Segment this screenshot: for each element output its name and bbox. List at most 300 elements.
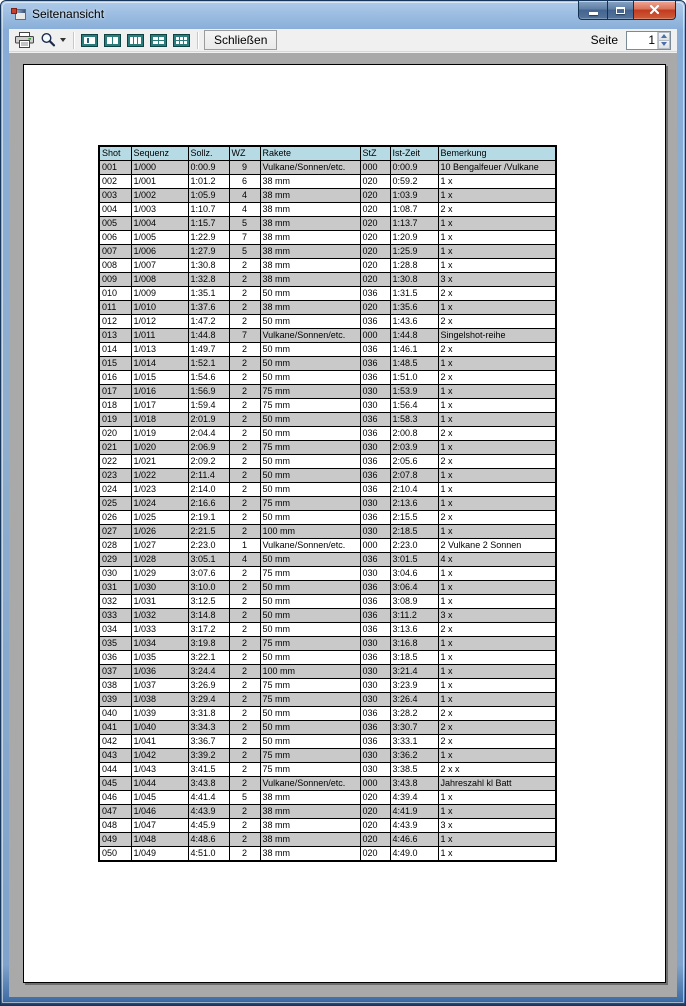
table-cell: 1:48.5 [390,357,438,371]
table-cell: 2 [229,609,260,623]
table-cell: 2:21.5 [188,525,229,539]
title-bar [1,1,685,29]
page-number-updown [626,31,671,50]
table-cell: 2 [229,455,260,469]
table-cell: 030 [360,693,390,707]
table-cell: 3:10.0 [188,581,229,595]
zoom-dropdown-button[interactable] [37,30,69,51]
table-cell: 1:47.2 [188,315,229,329]
table-cell: 3:36.7 [188,735,229,749]
table-cell: 75 mm [260,693,360,707]
table-cell: 4:45.9 [188,819,229,833]
table-cell: 1:35.1 [188,287,229,301]
table-cell: 1/028 [131,553,188,567]
page-number-input[interactable] [627,32,657,49]
table-row [99,343,556,357]
table-row [99,231,556,245]
table-cell: 041 [99,721,131,735]
table-cell: 009 [99,273,131,287]
table-row [99,497,556,511]
table-cell: 1/022 [131,469,188,483]
table-cell: 036 [360,623,390,637]
table-cell: 1/020 [131,441,188,455]
table-cell: 4:49.0 [390,847,438,862]
four-pages-icon [150,34,167,47]
table-row [99,217,556,231]
table-cell: 50 mm [260,413,360,427]
table-cell: 2 [229,665,260,679]
table-cell: 2 [229,315,260,329]
table-cell: 4:51.0 [188,847,229,862]
table-cell: 1/002 [131,189,188,203]
table-row [99,791,556,805]
table-cell: 2 [229,301,260,315]
table-row [99,245,556,259]
table-cell: 50 mm [260,609,360,623]
four-pages-view-button[interactable] [147,30,170,51]
table-cell: 3:22.1 [188,651,229,665]
table-cell: 2:03.9 [390,441,438,455]
table-cell: 2 x [438,721,556,735]
table-cell: 1/005 [131,231,188,245]
table-cell: 005 [99,217,131,231]
table-row [99,539,556,553]
table-cell: 1/001 [131,175,188,189]
table-cell: 017 [99,385,131,399]
table-cell: 020 [360,245,390,259]
table-row [99,637,556,651]
table-cell: 1:13.7 [390,217,438,231]
table-cell: 50 mm [260,707,360,721]
table-cell: 1 x [438,805,556,819]
table-cell: 1/037 [131,679,188,693]
table-cell: 007 [99,245,131,259]
spin-down-button[interactable] [658,40,670,49]
table-cell: 5 [229,245,260,259]
table-cell: 1:30.8 [390,273,438,287]
table-cell: 1:44.8 [390,329,438,343]
table-cell: 4 [229,189,260,203]
table-cell: 3:19.8 [188,637,229,651]
one-page-icon [81,34,98,47]
table-cell: 1 x [438,231,556,245]
table-cell: 1/031 [131,595,188,609]
table-cell: 031 [99,581,131,595]
table-row [99,301,556,315]
table-cell: 3:13.6 [390,623,438,637]
table-cell: 036 [360,455,390,469]
table-cell: 50 mm [260,623,360,637]
table-row [99,525,556,539]
table-cell: 38 mm [260,259,360,273]
two-pages-view-button[interactable] [101,30,124,51]
table-cell: 1/045 [131,791,188,805]
close-preview-button[interactable]: Schließen [204,30,277,50]
table-cell: 025 [99,497,131,511]
table-cell: 2 [229,819,260,833]
table-cell: 3:16.8 [390,637,438,651]
table-cell: 1 x [438,189,556,203]
table-cell: 75 mm [260,497,360,511]
table-cell: 4:43.9 [188,805,229,819]
table-cell: 38 mm [260,245,360,259]
table-cell: 1:37.6 [188,301,229,315]
table-cell: 75 mm [260,385,360,399]
table-cell: 000 [360,777,390,791]
spin-up-button[interactable] [658,32,670,40]
table-cell: 3:34.3 [188,721,229,735]
table-cell: 38 mm [260,847,360,862]
table-cell: 2 [229,385,260,399]
table-row [99,287,556,301]
table-cell: 38 mm [260,175,360,189]
table-header-row [99,146,556,161]
table-cell: 9 [229,161,260,175]
table-cell: 1 x [438,385,556,399]
table-cell: 030 [360,567,390,581]
table-cell: 030 [360,679,390,693]
table-cell: 100 mm [260,525,360,539]
table-cell: 1 x [438,217,556,231]
table-cell: 1/023 [131,483,188,497]
table-cell: 030 [360,665,390,679]
table-row [99,315,556,329]
table-cell: 1/008 [131,273,188,287]
table-row [99,623,556,637]
table-row [99,693,556,707]
table-cell: 1:43.6 [390,315,438,329]
table-cell: 38 mm [260,791,360,805]
column-header: Sequenz [131,146,188,161]
table-cell: 2 [229,511,260,525]
table-cell: 012 [99,315,131,329]
table-cell: 1/000 [131,161,188,175]
table-cell: 10 Bengalfeuer /Vulkane [438,161,556,175]
table-cell: 2 [229,777,260,791]
table-cell: 2 [229,721,260,735]
table-row [99,371,556,385]
column-header: Sollz. [188,146,229,161]
table-cell: 2 x [438,287,556,301]
table-cell: 1/007 [131,259,188,273]
table-cell: 011 [99,301,131,315]
table-cell: 50 mm [260,581,360,595]
table-cell: 036 [360,315,390,329]
table-row [99,483,556,497]
table-cell: 1/024 [131,497,188,511]
table-cell: 38 mm [260,217,360,231]
client-area [9,29,677,997]
table-cell: 1/049 [131,847,188,862]
table-cell: 045 [99,777,131,791]
table-cell: 38 mm [260,833,360,847]
table-cell: 036 [360,581,390,595]
table-row [99,175,556,189]
table-cell: 1/017 [131,399,188,413]
table-cell: 2 [229,343,260,357]
table-cell: 75 mm [260,763,360,777]
table-cell: 030 [99,567,131,581]
table-cell: 036 [360,469,390,483]
table-cell: 010 [99,287,131,301]
table-cell: 023 [99,469,131,483]
table-cell: 026 [99,511,131,525]
table-cell: 036 [360,427,390,441]
table-cell: 1 x [438,581,556,595]
table-cell: 1:31.5 [390,287,438,301]
table-cell: 3:01.5 [390,553,438,567]
print-button[interactable] [12,30,37,51]
table-cell: 2:23.0 [188,539,229,553]
table-cell: 2 [229,623,260,637]
table-cell: 2:18.5 [390,525,438,539]
table-cell: 2 [229,707,260,721]
table-cell: 38 mm [260,819,360,833]
table-cell: 2 x [438,511,556,525]
table-cell: 4:46.6 [390,833,438,847]
table-cell: 2 [229,497,260,511]
table-cell: 049 [99,833,131,847]
table-cell: 020 [360,791,390,805]
table-cell: 50 mm [260,483,360,497]
table-cell: 044 [99,763,131,777]
table-cell: 3:17.2 [188,623,229,637]
maximize-button[interactable] [607,1,634,20]
table-cell: 028 [99,539,131,553]
table-row [99,721,556,735]
table-cell: 048 [99,819,131,833]
table-row [99,609,556,623]
table-cell: 2 x [438,427,556,441]
table-cell: 100 mm [260,665,360,679]
table-row [99,455,556,469]
table-cell: 2 x [438,203,556,217]
table-cell: 2:23.0 [390,539,438,553]
one-page-view-button[interactable] [78,30,101,51]
table-cell: 3:08.9 [390,595,438,609]
table-cell: 3:43.8 [188,777,229,791]
table-cell: 1:27.9 [188,245,229,259]
table-cell: 7 [229,329,260,343]
table-cell: 1 x [438,595,556,609]
column-header: Shot [99,146,131,161]
six-pages-view-button[interactable] [170,30,193,51]
table-cell: 1/029 [131,567,188,581]
table-row [99,763,556,777]
table-cell: 3:07.6 [188,567,229,581]
table-cell: 036 [360,511,390,525]
table-row [99,441,556,455]
table-cell: 1:15.7 [188,217,229,231]
table-cell: 3:14.8 [188,609,229,623]
table-cell: 020 [360,301,390,315]
table-row [99,707,556,721]
table-cell: 38 mm [260,189,360,203]
table-cell: 036 [360,721,390,735]
table-cell: 1:30.8 [188,259,229,273]
table-cell: 3 x [438,819,556,833]
column-header: Rakete [260,146,360,161]
table-cell: 030 [360,441,390,455]
page-spinner [657,32,670,49]
toolbar-separator [197,32,198,49]
table-cell: 037 [99,665,131,679]
minimize-button[interactable] [578,1,607,20]
form-icon [11,8,26,21]
table-cell: 1 x [438,469,556,483]
table-row [99,427,556,441]
table-cell: 3:23.9 [390,679,438,693]
table-cell: 1/026 [131,525,188,539]
table-cell: 7 [229,231,260,245]
table-cell: Vulkane/Sonnen/etc. [260,329,360,343]
table-cell: 036 [360,371,390,385]
column-header: StZ [360,146,390,161]
table-cell: 0:00.9 [390,161,438,175]
table-cell: 1:08.7 [390,203,438,217]
table-cell: 2 [229,595,260,609]
table-cell: 036 [360,651,390,665]
table-cell: 020 [360,805,390,819]
minimize-icon [589,12,598,15]
table-cell: 1 x [438,693,556,707]
table-cell: 1:56.9 [188,385,229,399]
table-cell: 1/039 [131,707,188,721]
table-cell: 2 [229,357,260,371]
table-cell: 3:26.4 [390,693,438,707]
table-cell: 75 mm [260,637,360,651]
table-cell: 1/047 [131,819,188,833]
table-cell: 000 [360,161,390,175]
table-cell: 033 [99,609,131,623]
table-cell: 1/012 [131,315,188,329]
table-row [99,749,556,763]
table-cell: 035 [99,637,131,651]
zoom-icon [40,32,56,48]
table-cell: 000 [360,539,390,553]
table-cell: 75 mm [260,399,360,413]
table-cell: 3:29.4 [188,693,229,707]
table-cell: 2:05.6 [390,455,438,469]
table-cell: 50 mm [260,427,360,441]
table-cell: 75 mm [260,679,360,693]
table-cell: 2 x [438,707,556,721]
table-cell: 022 [99,455,131,469]
table-cell: 2:09.2 [188,455,229,469]
table-cell: 020 [360,273,390,287]
table-cell: 3 x [438,273,556,287]
table-cell: 1/041 [131,735,188,749]
table-cell: 1/004 [131,217,188,231]
table-cell: 2 x [438,455,556,469]
toolbar-separator [73,32,74,49]
two-pages-icon [104,34,121,47]
table-cell: 001 [99,161,131,175]
table-cell: Vulkane/Sonnen/etc. [260,161,360,175]
table-cell: 3:26.9 [188,679,229,693]
table-cell: 2 [229,693,260,707]
page-label: Seite [590,33,618,47]
table-cell: 50 mm [260,721,360,735]
table-cell: 1 x [438,357,556,371]
toolbar [9,29,677,52]
table-cell: Singelshot-reihe [438,329,556,343]
table-cell: 1 x [438,259,556,273]
table-cell: 1:46.1 [390,343,438,357]
table-cell: 036 [360,553,390,567]
table-cell: 030 [360,525,390,539]
table-cell: 000 [360,329,390,343]
table-cell: 2 [229,287,260,301]
table-cell: 2:16.6 [188,497,229,511]
table-body [99,161,556,862]
table-cell: 1:25.9 [390,245,438,259]
three-pages-view-button[interactable] [124,30,147,51]
table-cell: 4:41.4 [188,791,229,805]
table-cell: 1 x [438,833,556,847]
close-button[interactable] [634,1,676,20]
table-cell: 2:04.4 [188,427,229,441]
table-cell: 3:21.4 [390,665,438,679]
table-cell: 1/036 [131,665,188,679]
table-row [99,203,556,217]
table-cell: 1 x [438,245,556,259]
table-cell: 2 [229,273,260,287]
arrow-down-icon [661,42,667,46]
table-row [99,651,556,665]
table-cell: 2:07.8 [390,469,438,483]
table-cell: 1 x [438,175,556,189]
table-cell: 1 x [438,441,556,455]
table-cell: 0:59.2 [390,175,438,189]
table-cell: 1/019 [131,427,188,441]
table-cell: 043 [99,749,131,763]
table-cell: 036 [360,595,390,609]
table-cell: 036 [99,651,131,665]
window-title: Seitenansicht [32,7,105,21]
table-cell: 3:41.5 [188,763,229,777]
table-cell: 1 x [438,651,556,665]
column-header: Ist-Zeit [390,146,438,161]
table-cell: 1/013 [131,343,188,357]
table-cell: 2:15.5 [390,511,438,525]
table-cell: 030 [360,385,390,399]
table-cell: 036 [360,287,390,301]
table-cell: 020 [360,833,390,847]
shot-table [98,145,557,862]
table-cell: 50 mm [260,469,360,483]
table-cell: 1:05.9 [188,189,229,203]
table-cell: 1:51.0 [390,371,438,385]
preview-area[interactable] [9,53,677,997]
table-cell: 024 [99,483,131,497]
table-row [99,679,556,693]
table-cell: 3:18.5 [390,651,438,665]
six-pages-icon [173,34,190,47]
table-cell: 1 x [438,399,556,413]
table-cell: 2 [229,833,260,847]
table-row [99,469,556,483]
table-cell: 2 [229,413,260,427]
table-cell: 3:31.8 [188,707,229,721]
table-row [99,581,556,595]
table-cell: 036 [360,609,390,623]
table-cell: 1 x [438,847,556,862]
table-cell: 3:04.6 [390,567,438,581]
table-cell: 4:48.6 [188,833,229,847]
table-cell: 50 mm [260,455,360,469]
table-cell: 4:43.9 [390,819,438,833]
